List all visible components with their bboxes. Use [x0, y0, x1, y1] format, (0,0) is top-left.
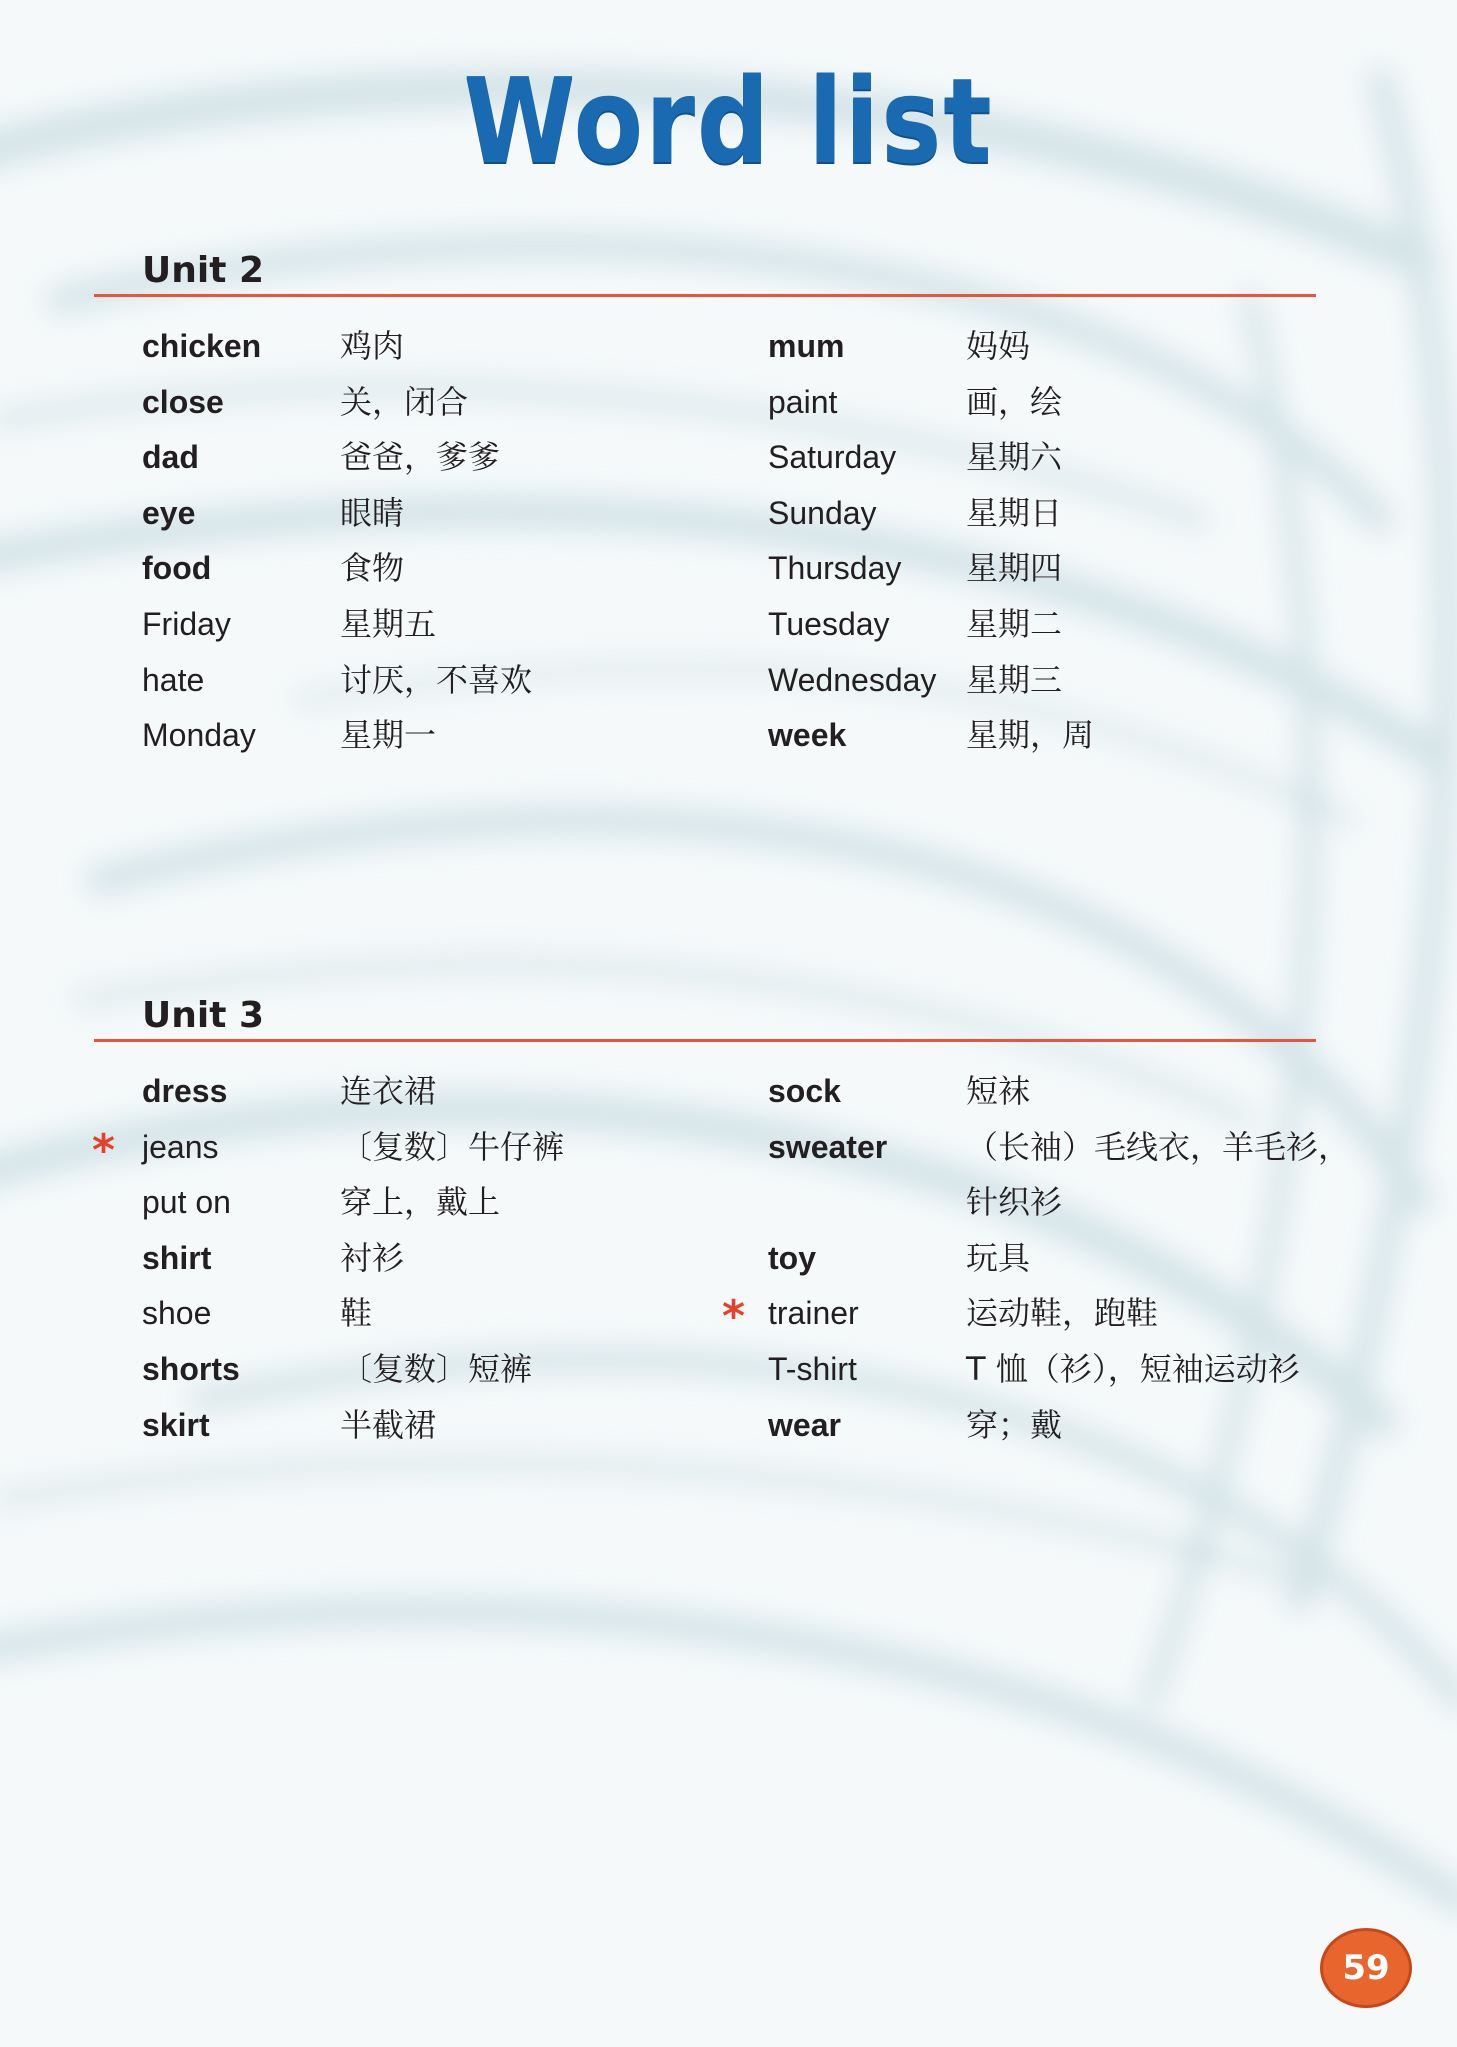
vocab-translation: 穿上，戴上: [340, 1183, 501, 1222]
vocab-word: Saturday: [768, 439, 897, 476]
unit-divider: [94, 1039, 1316, 1042]
vocab-word: jeans: [142, 1128, 219, 1165]
vocab-word: close: [142, 383, 224, 420]
vocab-word: paint: [768, 383, 838, 420]
vocab-translation: 星期六: [966, 438, 1063, 477]
vocab-word: Wednesday: [768, 661, 937, 698]
vocab-word: food: [142, 550, 212, 587]
vocab-word: week: [768, 717, 847, 754]
vocab-translation: T 恤（衫），短袖运动衫: [966, 1350, 1300, 1388]
vocab-translation: 妈妈: [966, 327, 1031, 365]
unit-heading: Unit 3: [142, 995, 264, 1036]
vocab-word: Friday: [142, 606, 231, 642]
vocab-translation: 星期二: [966, 605, 1063, 643]
vocab-translation: 鸡肉: [340, 327, 405, 365]
vocab-translation: 爸爸，爹爹: [340, 438, 501, 477]
vocab-translation: 鞋: [340, 1294, 373, 1333]
vocab-translation: 穿；戴: [966, 1405, 1063, 1444]
vocab-translation: 星期三: [966, 660, 1063, 699]
unit-divider: [94, 294, 1316, 297]
vocab-word: Tuesday: [768, 606, 890, 642]
vocab-translation: 讨厌，不喜欢: [340, 660, 533, 699]
vocab-word: dress: [142, 1073, 228, 1109]
vocab-translation: 〔复数〕短裤: [340, 1350, 533, 1388]
vocab-word: shirt: [142, 1239, 212, 1276]
vocab-translation: 针织衫: [966, 1183, 1063, 1222]
vocab-word: sweater: [768, 1128, 888, 1165]
vocab-translation: 食物: [340, 549, 405, 588]
vocab-translation: 星期四: [966, 549, 1063, 588]
vocab-translation: 〔复数〕牛仔裤: [340, 1127, 565, 1166]
vocab-translation: 衬衫: [340, 1238, 405, 1277]
vocab-word: shorts: [142, 1351, 240, 1387]
vocab-word: Thursday: [768, 550, 902, 587]
vocab-word: Monday: [142, 717, 256, 754]
vocab-translation: 星期日: [966, 493, 1063, 532]
vocab-translation: 玩具: [966, 1238, 1031, 1277]
vocab-translation: 画，绘: [966, 382, 1063, 421]
vocab-translation: 半截裙: [340, 1405, 437, 1444]
vocab-translation: （长袖）毛线衣，羊毛衫，: [966, 1127, 1351, 1166]
unit-heading: Unit 2: [142, 250, 264, 291]
vocab-translation: 星期五: [340, 605, 437, 643]
star-marker: *: [92, 1124, 116, 1176]
vocab-translation: 关，闭合: [340, 382, 469, 421]
vocab-word: wear: [768, 1406, 841, 1443]
vocab-translation: 眼睛: [340, 493, 405, 532]
vocab-word: T-shirt: [768, 1351, 857, 1387]
star-marker: *: [722, 1291, 746, 1343]
page-number: 59: [1342, 1948, 1390, 1988]
vocab-word: shoe: [142, 1295, 212, 1332]
vocab-translation: 连衣裙: [340, 1072, 437, 1110]
vocab-word: hate: [142, 661, 205, 698]
vocab-word: trainer: [768, 1295, 859, 1332]
vocab-word: skirt: [142, 1406, 210, 1443]
vocab-word: chicken: [142, 328, 262, 364]
vocab-word: put on: [142, 1184, 231, 1221]
page-title: Word list: [463, 52, 994, 190]
vocab-word: Sunday: [768, 494, 877, 531]
vocab-word: toy: [768, 1239, 816, 1276]
vocab-translation: 星期一: [340, 716, 437, 755]
vocab-word: dad: [142, 439, 199, 476]
vocab-translation: 短袜: [966, 1072, 1031, 1110]
vocab-translation: 运动鞋，跑鞋: [966, 1294, 1159, 1333]
vocab-word: mum: [768, 328, 845, 364]
vocab-word: sock: [768, 1073, 841, 1109]
vocab-translation: 星期，周: [966, 716, 1095, 755]
vocab-word: eye: [142, 494, 196, 531]
page-number-badge: [1320, 1928, 1412, 2008]
